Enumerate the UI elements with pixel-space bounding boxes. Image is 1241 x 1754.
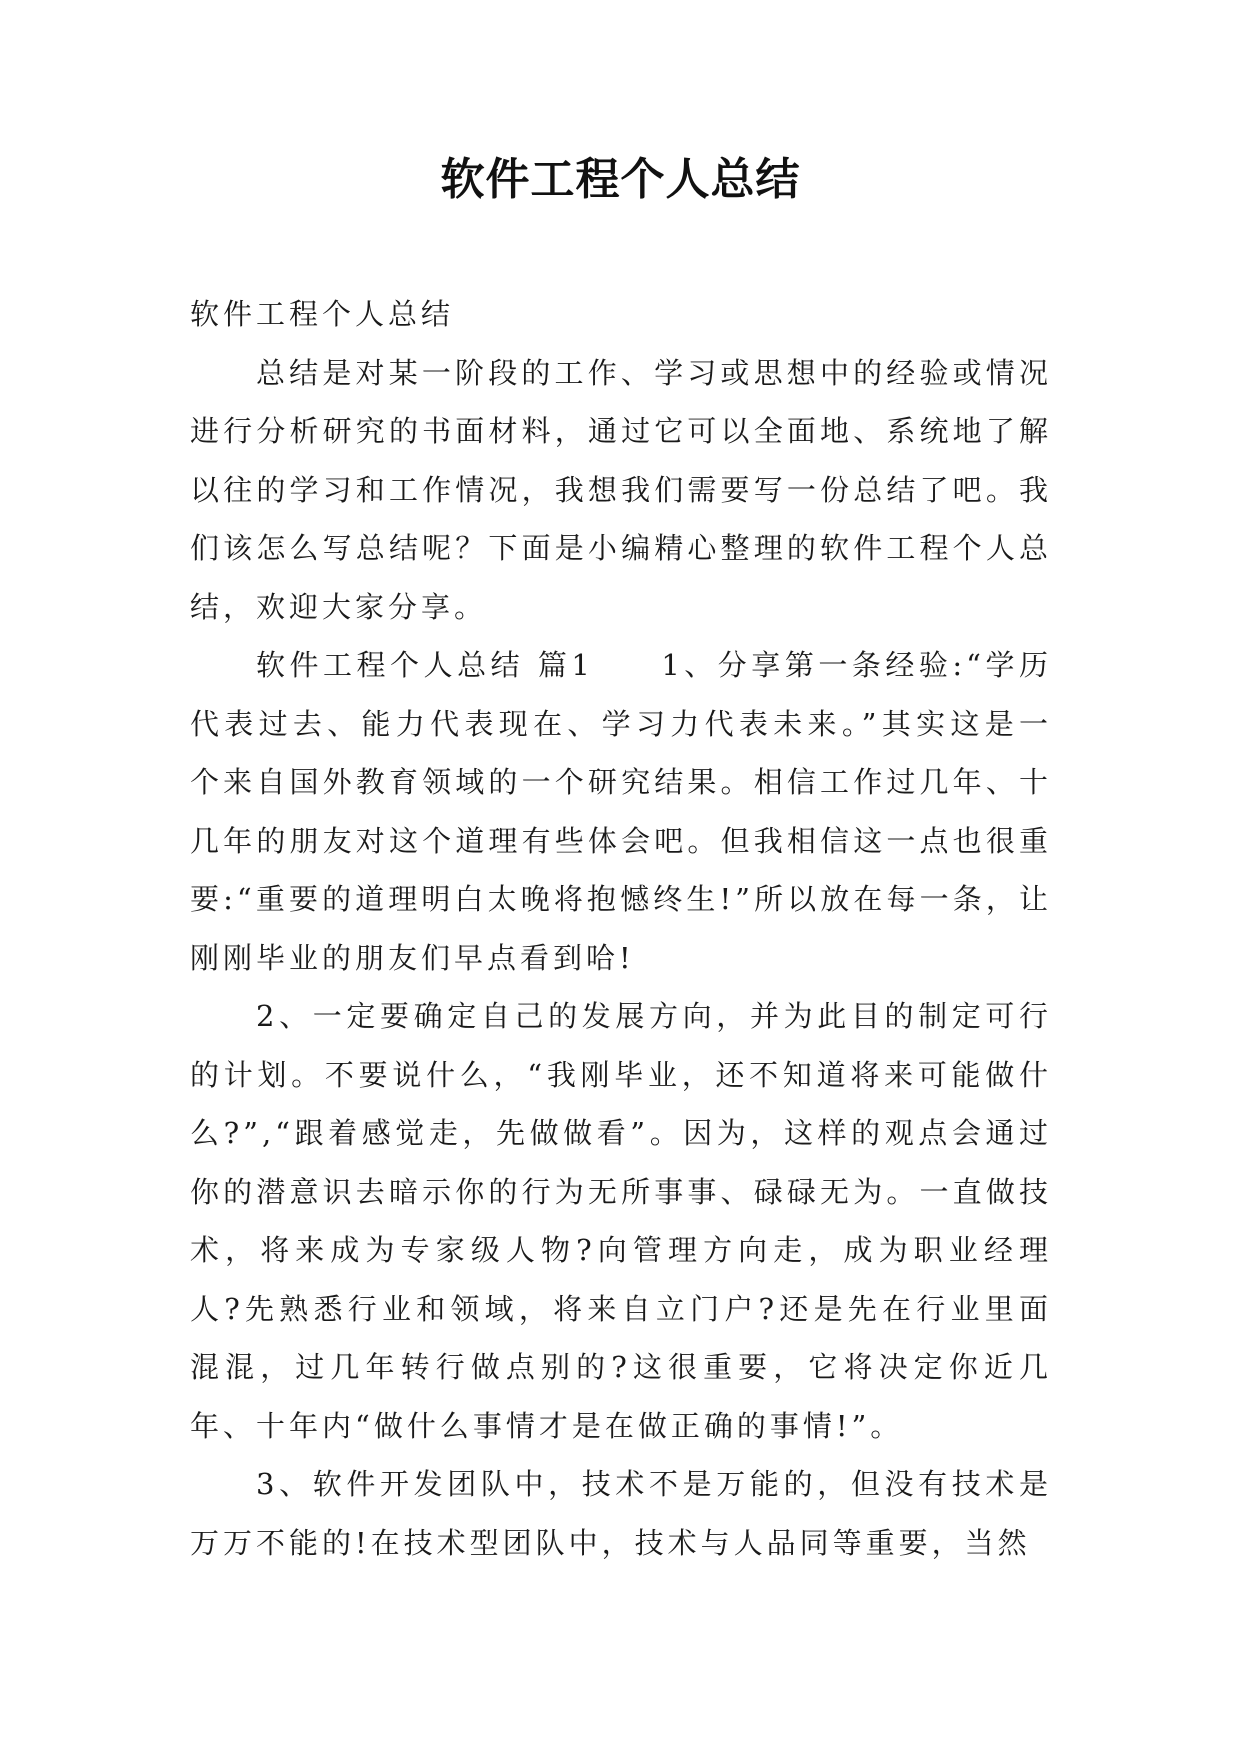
document-subtitle: 软件工程个人总结 (190, 297, 455, 331)
paragraph-experience-2: 2、一定要确定自己的发展方向，并为此目的制定可行的计划。不要说什么，“我刚毕业，还不知道将来可能做什么?”,“跟着感觉走，先做做看”。因为，这样的观点会通过你的潜意识去暗示你的行为无所事事、碌碌无为。一直做技术，将来成为专家级人物?向管理方向走，成为职业经理人?先熟悉行业和领域，将来自立门户?还是先在行业里面混混，过几年转行做点别的?这很重要，它将决定你近几年、十年内“做什么事情才是在做正确的事情!”。 (190, 999, 1052, 1443)
document-body (190, 285, 1052, 1572)
document-title: 软件工程个人总结 (440, 154, 801, 205)
paragraph-intro: 总结是对某一阶段的工作、学习或思想中的经验或情况进行分析研究的书面材料，通过它可以全面地、系统地了解以往的学习和工作情况，我想我们需要写一份总结了吧。我们该怎么写总结呢？下面是小编精心整理的软件工程个人总结，欢迎大家分享。 (190, 355, 1052, 624)
paragraph-experience-3: 3、软件开发团队中，技术不是万能的，但没有技术是万万不能的!在技术型团队中，技术与人品同等重要，当然 (190, 1467, 1052, 1560)
paragraph-experience-1: 软件工程个人总结 篇1 1、分享第一条经验:“学历代表过去、能力代表现在、学习力代表未来。”其实这是一个来自国外教育领域的一个研究结果。相信工作过几年、十几年的朋友对这个道理有些体会吧。但我相信这一点也很重要:“重要的道理明白太晚将抱憾终生!”所以放在每一条，让刚刚毕业的朋友们早点看到哈! (190, 648, 1052, 975)
